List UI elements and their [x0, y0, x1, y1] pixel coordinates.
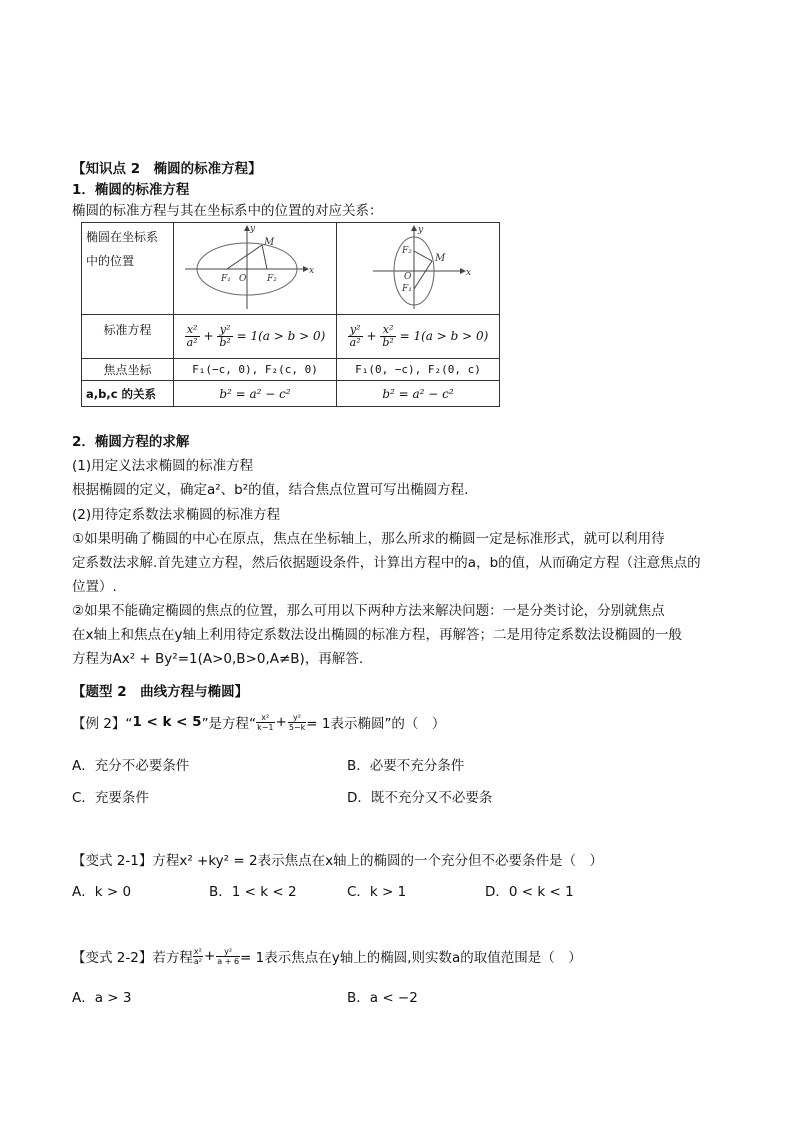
x-axis-label: x [309, 266, 315, 276]
example-2-option-a: A．充分不必要条件 [72, 758, 190, 774]
horizontal-ellipse-diagram [175, 223, 335, 311]
focus-f1-label: F₁ [221, 274, 231, 284]
y-axis-label-2: y [418, 225, 424, 235]
relation-horizontal: b² = a² − c² [174, 381, 337, 407]
variant-2-1-option-c: C．k > 1 [347, 884, 407, 900]
variant-2-1-question: 【变式 2-1】方程x² +ky² = 2表示焦点在x轴上的椭圆的一个充分但不必要条件是（ ） [72, 853, 604, 869]
point-m-label-2: M [435, 253, 446, 264]
figure-vertical-ellipse [337, 223, 500, 315]
section-title-knowledge-point: 【知识点 2 椭圆的标准方程】 [72, 161, 262, 177]
example-2-option-d: D．既不充分又不必要条 [347, 790, 493, 806]
example-2-option-c: C．充要条件 [72, 790, 149, 806]
row-label-equation: 标准方程 [82, 315, 174, 359]
intro-text: 椭圆的标准方程与其在坐标系中的位置的对应关系： [72, 203, 383, 219]
origin-label-2: O [404, 272, 412, 282]
focus-f2-label-2: F₂ [402, 246, 412, 256]
focus-f2-label: F₂ [267, 274, 277, 284]
subheading-standard-equation: 1．椭圆的标准方程 [72, 182, 190, 198]
row-label-position: 椭圆在坐标系中的位置 [82, 223, 174, 315]
example-2-question: 【例 2】“ 1 < k < 5 ”是方程“ $\frac{\text{x²}}{k-1}$ + $\frac{\text{y²}}{5-k}$ = 1表示椭圆”的（ ） [72, 712, 446, 732]
row-label-relation: a,b,c 的关系 [82, 381, 174, 407]
variant-2-2-option-b: B．a < −2 [347, 990, 418, 1006]
variant-2-2-question: 【变式 2-2】若方程 $\frac{\text{x²}}{\text{a²}}$ + $\frac{\text{y²}}{a + 6}$ = 1表示焦点在y轴上的椭圆,则实数a的取值范围是（ ） [72, 946, 582, 966]
foci-horizontal: F₁(−c, 0), F₂(c, 0) [174, 359, 337, 381]
variant-2-1-option-d: D．0 < k < 1 [485, 884, 574, 900]
paragraph-2: 根据椭圆的定义，确定a²、b²的值，结合焦点位置可写出椭圆方程. [72, 482, 469, 498]
paragraph-6: 位置）. [72, 579, 117, 595]
figure-horizontal-ellipse [174, 223, 337, 315]
paragraph-8: 在x轴上和焦点在y轴上利用待定系数法设出椭圆的标准方程，再解答；二是用待定系数法设椭圆的一般 [72, 627, 682, 643]
vertical-ellipse-diagram [338, 223, 498, 311]
paragraph-5: 定系数法求解.首先建立方程，然后依据题设条件，计算出方程中的a，b的值，从而确定方程（注意焦点的 [72, 555, 701, 571]
subheading-solving: 2．椭圆方程的求解 [72, 434, 190, 450]
variant-2-2-option-a: A．a > 3 [72, 990, 132, 1006]
example-2-option-b: B．必要不充分条件 [347, 758, 465, 774]
origin-label: O [239, 274, 247, 284]
equation-vertical: $\frac{\text{y²}}{\text{a²}}$ + $\frac{\text{x²}}{\text{b²}}$ = 1(a > b > 0) [337, 315, 500, 359]
paragraph-3: (2)用待定系数法求椭圆的标准方程 [72, 507, 281, 523]
focus-f1-label-2: F₁ [402, 284, 412, 294]
paragraph-1: (1)用定义法求椭圆的标准方程 [72, 458, 254, 474]
foci-vertical: F₁(0, −c), F₂(0, c) [337, 359, 500, 381]
relation-vertical: b² = a² − c² [337, 381, 500, 407]
variant-2-1-option-a: A．k > 0 [72, 884, 132, 900]
ellipse-table [81, 222, 500, 407]
paragraph-4: ①如果明确了椭圆的中心在原点，焦点在坐标轴上，那么所求的椭圆一定是标准形式，就可以利用待 [72, 531, 665, 547]
y-axis-label: y [250, 224, 256, 234]
variant-2-1-option-b: B．1 < k < 2 [209, 884, 297, 900]
section-title-question-type: 【题型 2 曲线方程与椭圆】 [72, 684, 249, 700]
equation-horizontal: $\frac{\text{x²}}{\text{a²}}$ + $\frac{\text{y²}}{\text{b²}}$ = 1(a > b > 0) [174, 315, 337, 359]
point-m-label: M [264, 237, 275, 248]
paragraph-7: ②如果不能确定椭圆的焦点的位置，那么可用以下两种方法来解决问题：一是分类讨论，分别就焦点 [72, 603, 665, 619]
paragraph-9: 方程为Ax² + By²=1(A>0,B>0,A≠B)，再解答. [72, 651, 364, 667]
row-label-foci: 焦点坐标 [82, 359, 174, 381]
x-axis-label-2: x [466, 268, 472, 278]
